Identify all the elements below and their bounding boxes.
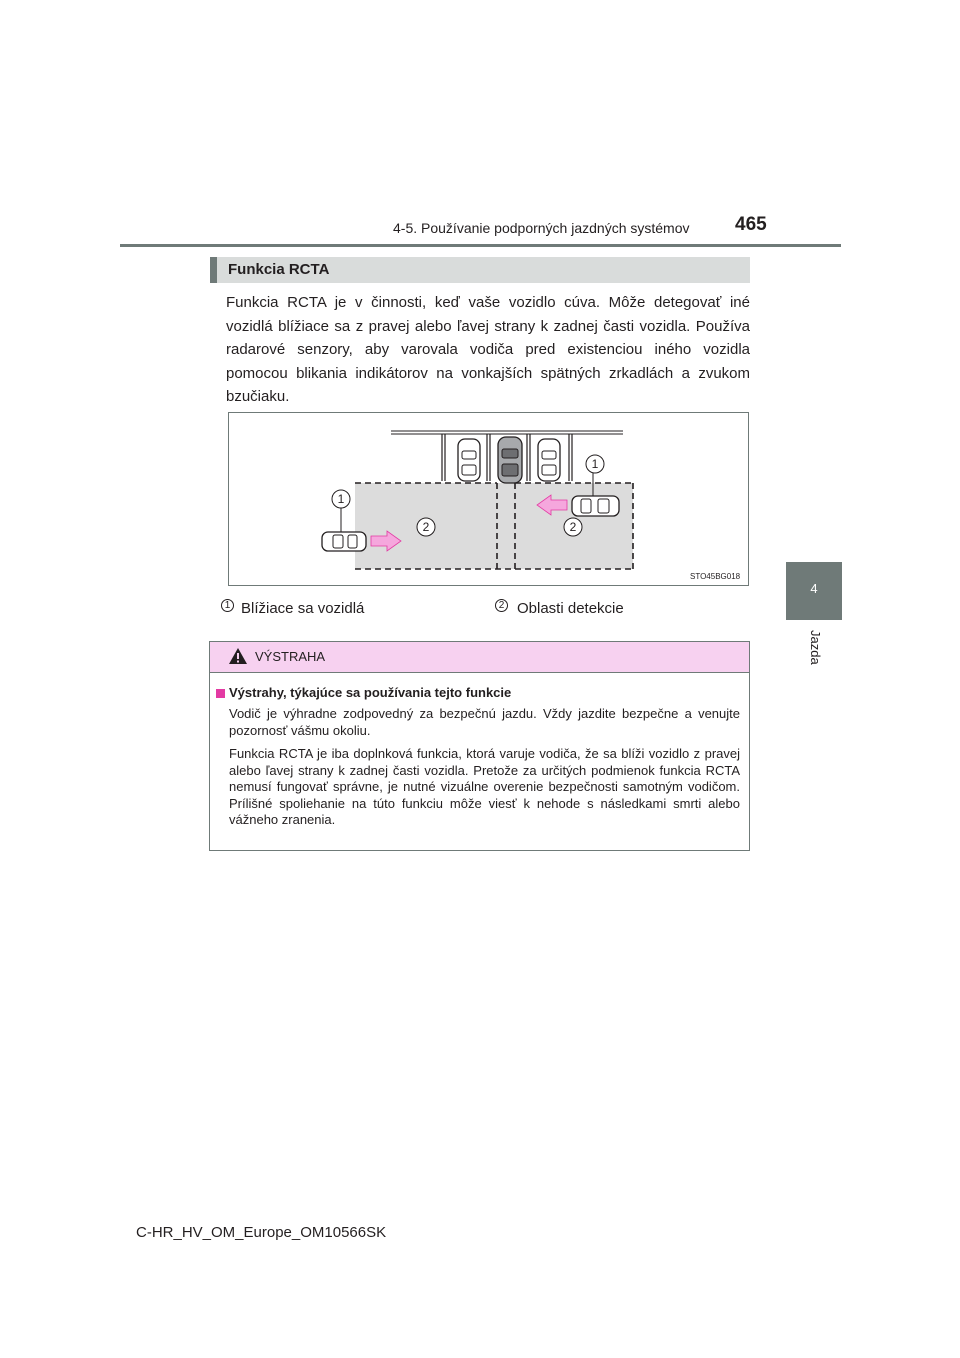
callout-label-2a: 2: [422, 520, 430, 534]
own-car-reversing: [498, 437, 522, 483]
rcta-figure: [228, 412, 749, 586]
warning-box: [209, 641, 750, 851]
legend-text-2: Oblasti detekcie: [517, 600, 624, 617]
chapter-label: Jazda: [808, 630, 823, 665]
legend-text-1: Blížiace sa vozidlá: [241, 600, 365, 617]
legend-number-2: 2: [495, 599, 508, 612]
approaching-car-right: [572, 496, 619, 516]
section-heading: [210, 257, 750, 283]
warning-subtitle: Výstrahy, týkajúce sa používania tejto funkcie: [229, 685, 512, 700]
warning-bullet-icon: [216, 689, 225, 698]
footer-doc-id: C-HR_HV_OM_Europe_OM10566SK: [136, 1224, 387, 1241]
parked-car-1: [458, 439, 480, 481]
warning-paragraph-2: Funkcia RCTA je iba doplnková funkcia, ktorá varuje vodiča, že sa blíži vozidlo z pravej alebo ľavej strany k zadnej časti vozidla. Pretože za určitých podmienok funkcia RCTA nemusí fungovať správne, je nutné vizuálne overenie bezpečnosti samotným vodičom. Prílišné spoliehanie na túto funkciu môže viesť k nehode s následkami smrti alebo vážneho zranenia.: [229, 746, 740, 827]
figure-code: STO45BG018: [690, 572, 741, 581]
page-number: 465: [735, 214, 767, 235]
section-heading-bar: [210, 257, 217, 283]
warning-paragraph-1: Vodič je výhradne zodpovedný za bezpečnú jazdu. Vždy jazdite bezpečne a venujte pozornosť vášmu okoliu.: [229, 706, 740, 738]
callout-label-1b: 1: [591, 457, 599, 471]
warning-triangle-icon: [228, 647, 248, 665]
section-title: Funkcia RCTA: [228, 261, 330, 278]
legend-number-1: 1: [221, 599, 234, 612]
parked-car-2: [538, 439, 560, 481]
approaching-car-left: [322, 532, 366, 551]
warning-header: [210, 642, 749, 673]
header-rule: [120, 244, 841, 247]
section-paragraph: Funkcia RCTA je v činnosti, keď vaše vozidlo cúva. Môže detegovať iné vozidlá blížiace sa z pravej alebo ľavej strany k zadnej časti vozidla. Používa radarové senzory, aby varovala vodiča pred existenciou iného vozidla pomocou blikania indikátorov na vonkajších spätných zrkadlách a zvukom bzučiaku.: [226, 294, 750, 405]
chapter-title: 4-5. Používanie podporných jazdných systémov: [393, 220, 690, 236]
callout-label-1a: 1: [337, 492, 345, 506]
warning-title: VÝSTRAHA: [255, 649, 326, 664]
chapter-tab: 4: [786, 562, 842, 620]
rcta-diagram: [229, 413, 748, 585]
callout-label-2b: 2: [569, 520, 577, 534]
